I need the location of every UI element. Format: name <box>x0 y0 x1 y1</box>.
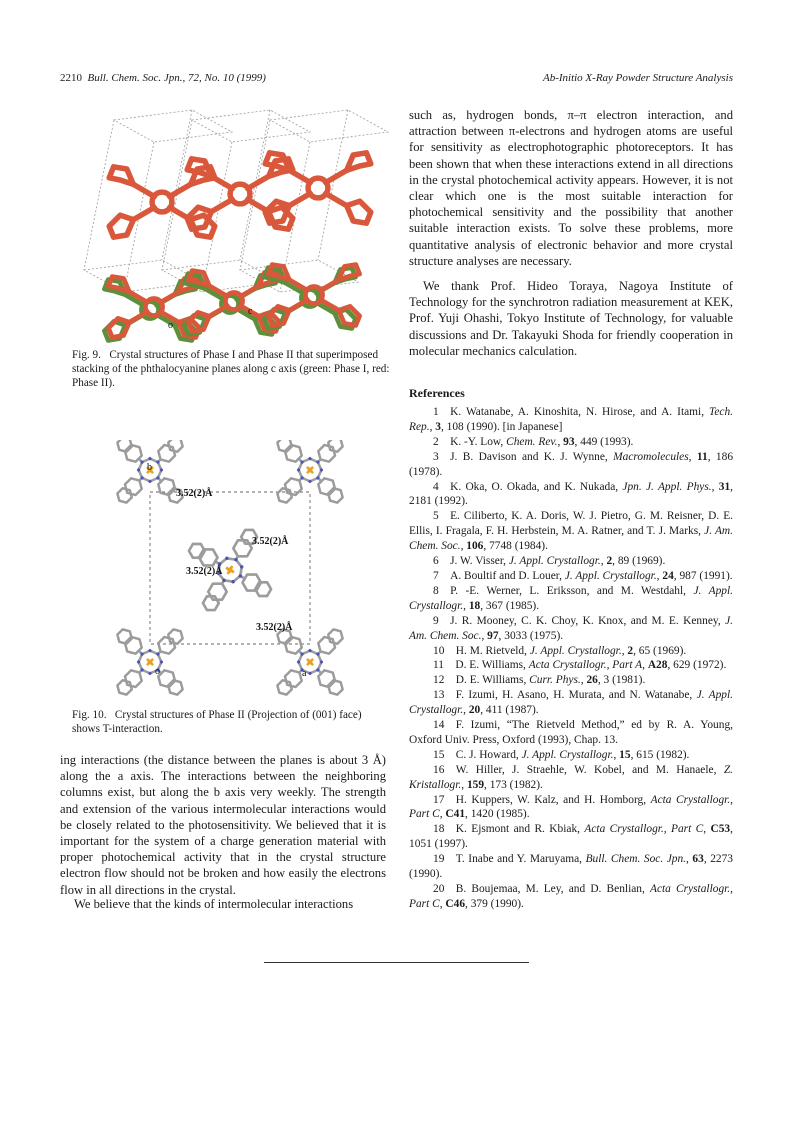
reference-pages-year: , 367 (1985). <box>480 599 540 612</box>
fig9-caption-label: Fig. 9. <box>72 349 101 361</box>
reference-item: 7 A. Boultif and D. Louer, J. Appl. Crystallogr., 24, 987 (1991). <box>433 569 733 582</box>
reference-pages-year: , 449 (1993). <box>574 435 634 448</box>
acknowledgment-paragraph: We thank Prof. Hideo Toraya, Nagoya Institute of Technology for the synchrotron radiation measurement at KEK, Prof. Yuji Ohashi, Tokyo Institute of Technology, for valuable discussions and Dr. Takayuki Shoda for friendly cooperation in molecular mechanics calculation. <box>409 279 733 358</box>
left-column-paragraph-2: We believe that the kinds of intermolecular interactions <box>74 897 354 911</box>
left-column-paragraph-1: ing interactions (the distance between the planes is about 3 Å) along the a axis. The interactions between the neighboring columns exist, but along the b axis very weekly. The strength and extension of the various intermolecular interactions would be closely related to the photosensitivity. We believed that it is important for the system of a charge generation material with proper photochemical activity that in the crystal structure electron flow should not be broken and how easily the electrons flow in all directions in the crystal. <box>60 753 386 897</box>
reference-item: 4 K. Oka, O. Okada, and K. Nukada, Jpn. J. Appl. Phys., 31, 2181 (1992). <box>409 480 734 508</box>
reference-authors: T. Inabe and Y. Maruyama, <box>455 853 586 866</box>
running-header-left <box>60 72 266 84</box>
reference-journal: Chem. Rev. <box>506 435 558 448</box>
reference-volume: 26 <box>586 674 598 687</box>
reference-number: 15 <box>433 748 445 761</box>
end-rule <box>264 962 529 963</box>
reference-item: 10 H. M. Rietveld, J. Appl. Crystallogr., 2, 65 (1969). <box>433 644 687 657</box>
reference-pages-year: , 1051 (1997). <box>409 823 733 851</box>
reference-item: 12 D. E. Williams, Curr. Phys., 26, 3 (1981). <box>433 674 646 687</box>
reference-volume: 97 <box>487 629 499 642</box>
reference-journal: Bull. Chem. Soc. Jpn. <box>585 853 687 866</box>
reference-authors: J. R. Mooney, C. K. Choy, K. Knox, and M. E. Kenney, <box>450 614 726 627</box>
reference-number: 6 <box>433 555 439 568</box>
reference-item: 18 K. Ejsmont and R. Kbiak, Acta Crystallogr., Part C, C53, 1051 (1997). <box>409 823 733 851</box>
reference-authors: F. Izumi, “The Rietveld Method,” ed by R. A. Young, Oxford Univ. Press, Oxford (1993), Chap. 13. <box>409 719 733 746</box>
right-column-paragraph-1: such as, hydrogen bonds, π–π electron interaction, and attraction between π-electrons and hydrogen atoms are useful for sensitivity as electrophotographic photoreceptors. It has been shown that when these interactions extend in all directions in the crystal photochemical activity appears. However, it is not clear which one is the most suitable interaction for photochemical sensitivity and the possibility that another suitable interaction exists. To solve these problems, more quantitative analysis of electronic behavior and more crystal structure analyses are necessary. <box>409 108 733 268</box>
reference-authors: K. Oka, O. Okada, and K. Nukada, <box>450 480 623 493</box>
reference-item: 13 F. Izumi, H. Asano, H. Murata, and N. Watanabe, J. Appl. Crystallogr., 20, 411 (1987). <box>409 689 733 717</box>
reference-pages-year: , 186 (1978). <box>409 450 734 478</box>
reference-pages-year: , 2181 (1992). <box>409 480 734 508</box>
reference-item: 8 P. -E. Werner, L. Eriksson, and M. Westdahl, J. Appl. Crystallogr., 18, 367 (1985). <box>409 584 733 612</box>
reference-authors: A. Boultif and D. Louer, <box>450 569 565 582</box>
volume-issue: 72, No. 10 (1999) <box>188 72 266 84</box>
reference-item: 15 C. J. Howard, J. Appl. Crystallogr., 15, 615 (1982). <box>433 748 690 761</box>
reference-number: 4 <box>433 480 439 493</box>
reference-volume: 15 <box>619 748 631 761</box>
reference-number: 13 <box>433 689 445 702</box>
reference-number: 18 <box>433 823 445 836</box>
reference-number: 3 <box>433 450 439 463</box>
reference-journal: J. Am. Chem. Soc. <box>409 614 733 642</box>
fig9-axis-label-c: c <box>248 306 253 317</box>
reference-volume: 11 <box>696 450 708 463</box>
reference-volume: 24 <box>662 569 674 582</box>
reference-number: 16 <box>433 763 445 776</box>
fig10-axis-label-b: b <box>147 462 152 473</box>
reference-number: 17 <box>433 793 445 806</box>
fig10-caption-label: Fig. 10. <box>72 709 107 721</box>
reference-volume: 31 <box>718 480 731 493</box>
reference-number: 8 <box>433 584 439 597</box>
reference-number: 20 <box>433 883 445 895</box>
reference-item: 3 J. B. Davison and K. J. Wynne, Macromolecules, 11, 186 (1978). <box>409 450 734 478</box>
reference-journal: J. Appl. Crystallogr. <box>564 569 657 582</box>
reference-volume: 159 <box>466 778 485 791</box>
reference-volume: 106 <box>466 540 484 553</box>
reference-pages-year: , 3 (1981). <box>597 674 646 687</box>
fig10-caption-text: Crystal structures of Phase II (Projection of (001) face) shows T-interaction. <box>72 709 362 735</box>
reference-volume: C53 <box>710 823 731 836</box>
unit-cell-top <box>114 110 232 142</box>
reference-authors: E. Ciliberto, K. A. Doris, W. J. Pietro, G. M. Reisner, D. E. Ellis, I. Fragala, F. H. Herbstein, M. A. Ratner, and T. J. Marks, <box>409 510 733 538</box>
reference-volume: C46 <box>445 897 466 910</box>
unit-cell-edge <box>84 120 114 270</box>
reference-volume: C41 <box>445 808 466 821</box>
reference-journal: Jpn. J. Appl. Phys. <box>622 480 712 493</box>
distance-label: 3.52(2)Å <box>176 488 213 499</box>
unit-cell-top <box>270 110 388 142</box>
reference-volume: 63 <box>692 853 704 866</box>
distance-label: 3.52(2)Å <box>252 536 289 547</box>
reference-volume: 18 <box>468 599 481 612</box>
reference-journal: Acta Crystallogr., Part C <box>584 823 704 836</box>
reference-item: 9 J. R. Mooney, C. K. Choy, K. Knox, and M. E. Kenney, J. Am. Chem. Soc., 97, 3033 (1975). <box>409 614 733 642</box>
reference-item: 1 K. Watanabe, A. Kinoshita, N. Hirose, and A. Itami, Tech. Rep., 3, 108 (1990). [in Japanese] <box>409 406 733 433</box>
reference-pages-year: , 89 (1969). <box>612 555 666 568</box>
reference-journal: Tech. Rep. <box>409 406 733 433</box>
reference-journal: Acta Crystallogr., Part C <box>409 793 734 821</box>
unit-cell-edge <box>318 110 348 260</box>
reference-authors: K. -Y. Low, <box>450 435 507 448</box>
reference-journal: J. Appl. Crystallogr. <box>508 555 601 568</box>
reference-journal: Acta Crystallogr., Part A <box>528 659 643 672</box>
reference-authors: B. Boujemaa, M. Ley, and D. Benlian, <box>455 883 650 895</box>
reference-authors: H. Kuppers, W. Kalz, and H. Homborg, <box>455 793 651 806</box>
reference-authors: D. E. Williams, <box>455 659 529 672</box>
fig9-caption-text: Crystal structures of Phase I and Phase II that superimposed stacking of the phthalocyanine planes along c axis (green: Phase I, red: Phase II). <box>72 349 390 389</box>
fig9-axis-label-o: o <box>168 320 173 331</box>
fig9-crystal-image <box>72 102 392 344</box>
reference-item <box>409 718 733 748</box>
reference-number: 10 <box>433 644 445 657</box>
page-number: 2210 <box>60 72 82 84</box>
reference-number: 7 <box>433 569 439 582</box>
distance-label: 3.52(2)Å <box>186 566 223 577</box>
reference-item: 2 K. -Y. Low, Chem. Rev., 93, 449 (1993). <box>433 435 634 448</box>
reference-volume: 2 <box>627 644 634 657</box>
phthalocyanine-molecule <box>89 440 210 531</box>
reference-pages-year: , 379 (1990). <box>465 897 524 910</box>
reference-journal: Z. Kristallogr. <box>409 763 733 791</box>
unit-cell-top <box>192 110 310 142</box>
reference-pages-year: , 615 (1982). <box>630 748 690 761</box>
reference-pages-year: , 629 (1972). <box>667 659 727 672</box>
phthalocyanine-molecule <box>249 440 370 531</box>
journal-name: Bull. Chem. Soc. Jpn., <box>87 72 186 84</box>
reference-pages-year: , 3033 (1975). <box>498 629 564 642</box>
reference-number: 1 <box>433 406 439 418</box>
reference-authors: C. J. Howard, <box>455 748 522 761</box>
reference-item: 6 J. W. Visser, J. Appl. Crystallogr., 2, 89 (1969). <box>433 555 666 568</box>
distance-label: 3.52(2)Å <box>256 622 293 633</box>
reference-journal: J. Appl. Crystallogr. <box>521 748 614 761</box>
reference-authors: F. Izumi, H. Asano, H. Murata, and N. Watanabe, <box>455 689 697 702</box>
fig10-axis-label-a: a <box>302 668 307 679</box>
reference-item: 5 E. Ciliberto, K. A. Doris, W. J. Pietro, G. M. Reisner, D. E. Ellis, I. Fragala, F. H. Herbstein, M. A. Ratner, and T. J. Marks, J. Am. Chem. Soc., 106, 7748 (1984). <box>409 510 733 553</box>
references-heading: References <box>409 386 465 400</box>
reference-item: 20 B. Boujemaa, M. Ley, and D. Benlian, Acta Crystallogr., Part C, C46, 379 (1990). <box>409 883 734 910</box>
references-list <box>409 405 733 912</box>
reference-pages-year: , 2273 (1990). <box>409 853 733 881</box>
phase-II-molecule <box>265 153 371 223</box>
reference-authors: W. Hiller, J. Straehle, W. Kobel, and M. Hanaele, <box>455 763 724 776</box>
reference-number: 19 <box>433 853 445 866</box>
reference-number: 9 <box>433 614 439 627</box>
reference-pages-year: , 987 (1991). <box>673 569 733 582</box>
fig10-crystal-image <box>80 440 380 702</box>
reference-journal: J. Appl. Crystallogr. <box>529 644 622 657</box>
reference-pages-year: , 1420 (1985). <box>465 808 530 821</box>
reference-journal: J. Am. Chem. Soc. <box>409 525 733 553</box>
reference-authors: P. -E. Werner, L. Eriksson, and M. Westdahl, <box>450 584 694 597</box>
reference-pages-year: , 173 (1982). <box>484 778 543 791</box>
reference-volume: 2 <box>606 555 613 568</box>
reference-authors: D. E. Williams, <box>455 674 530 687</box>
reference-journal: J. Appl. Crystallogr. <box>409 689 733 717</box>
reference-item: 16 W. Hiller, J. Straehle, W. Kobel, and M. Hanaele, Z. Kristallogr., 159, 173 (1982). <box>409 763 733 791</box>
reference-item: 17 H. Kuppers, W. Kalz, and H. Homborg, Acta Crystallogr., Part C, C41, 1420 (1985). <box>409 793 734 821</box>
reference-number: 5 <box>433 510 439 523</box>
fig10-axis-label-o: o <box>155 666 160 677</box>
reference-pages-year: , 411 (1987). <box>480 704 539 717</box>
reference-volume: 20 <box>468 704 481 717</box>
figure-9-caption <box>72 348 390 390</box>
figure-10 <box>80 440 380 702</box>
reference-number: 11 <box>433 659 444 672</box>
reference-number: 2 <box>433 435 439 448</box>
unit-cell-edge <box>240 120 270 270</box>
reference-pages-year: , 65 (1969). <box>633 644 687 657</box>
reference-volume: 3 <box>435 420 441 433</box>
reference-number: 12 <box>433 674 445 687</box>
reference-volume: A28 <box>647 659 668 672</box>
unit-cell-bottom <box>84 260 202 292</box>
reference-volume: 93 <box>563 435 575 448</box>
reference-authors: K. Ejsmont and R. Kbiak, <box>455 823 585 836</box>
reference-authors: H. M. Rietveld, <box>455 644 530 657</box>
reference-authors: J. B. Davison and K. J. Wynne, <box>450 450 614 463</box>
figure-10-caption <box>72 708 390 736</box>
reference-authors: J. W. Visser, <box>450 555 509 568</box>
reference-item: 11 D. E. Williams, Acta Crystallogr., Part A, A28, 629 (1972). <box>433 659 727 672</box>
reference-journal: Acta Crystallogr., Part C <box>409 883 734 910</box>
reference-pages-year: , 7748 (1984). <box>483 540 548 553</box>
reference-pages-year: , 108 (1990). [in Japanese] <box>440 420 563 433</box>
reference-journal: Macromolecules <box>613 450 689 463</box>
running-title: Ab-Initio X-Ray Powder Structure Analysis <box>542 72 733 84</box>
reference-journal: Curr. Phys. <box>529 674 581 687</box>
reference-number: 14 <box>433 719 445 732</box>
reference-journal: J. Appl. Crystallogr. <box>409 584 733 612</box>
reference-authors: K. Watanabe, A. Kinoshita, N. Hirose, and A. Itami, <box>450 406 710 418</box>
figure-9 <box>72 102 392 344</box>
reference-item: 19 T. Inabe and Y. Maruyama, Bull. Chem. Soc. Jpn., 63, 2273 (1990). <box>409 853 733 881</box>
